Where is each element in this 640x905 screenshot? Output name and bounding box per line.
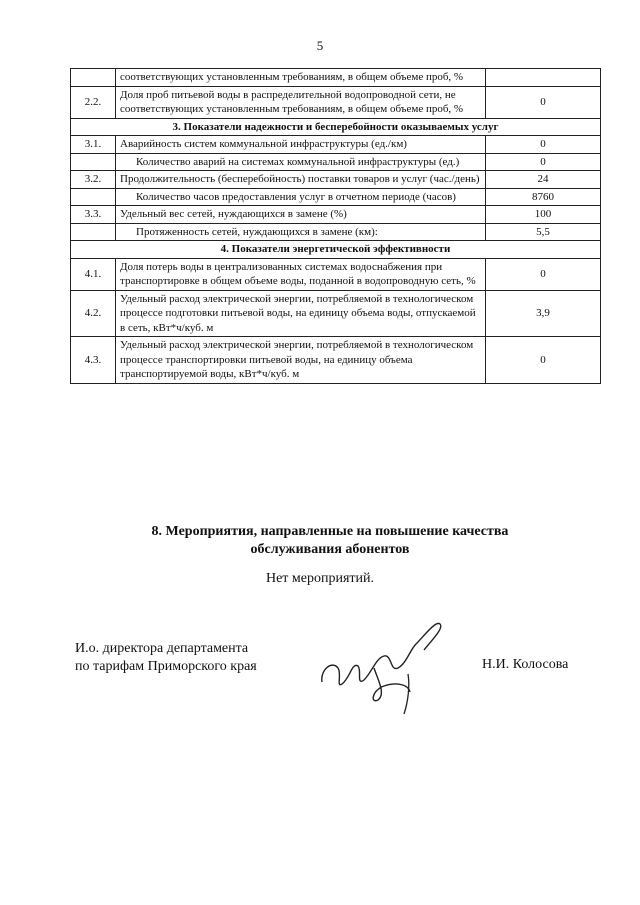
indicator-value: 0 [486,86,601,118]
indicator-name: Удельный вес сетей, нуждающихся в замене (%) [116,206,486,224]
indicator-name: Удельный расход электрической энергии, потребляемой в технологическом процессе транспортировки питьевой воды, на единицу объема транспортируемой воды, кВт*ч/куб. м [116,337,486,384]
signer-title-line-2: по тарифам Приморского края [75,659,257,675]
table-row [71,86,601,118]
page-number: 5 [316,38,324,53]
table-row [71,223,601,241]
section-8-heading [60,523,600,559]
indicator-value: 5,5 [486,223,601,241]
section-title: 4. Показатели энергетической эффективности [71,241,601,259]
indicator-value: 3,9 [486,290,601,337]
row-number [71,188,116,206]
indicator-value: 0 [486,136,601,154]
indicator-name: Удельный расход электрической энергии, потребляемой в технологическом процессе подготовки питьевой воды, на единицу объема воды, отпускаемой в сеть, кВт*ч/куб. м [116,290,486,337]
indicator-value: 0 [486,337,601,384]
row-number: 4.2. [71,290,116,337]
section-8-heading-line-1: 8. Мероприятия, направленные на повышение качества [151,524,509,539]
indicator-value [486,69,601,87]
indicator-name: Продолжительность (бесперебойность) поставки товаров и услуг (час./день) [116,171,486,189]
indicator-value: 0 [486,153,601,171]
indicator-name: Доля проб питьевой воды в распределительной водопроводной сети, не соответствующих установленным требованиям, в общем объеме проб, % [116,86,486,118]
section-row [71,241,601,259]
indicator-name: Количество аварий на системах коммунальной инфраструктуры (ед.) [116,153,486,171]
signer-title-line-1: И.о. директора департамента [75,641,249,656]
table-row [71,206,601,224]
indicator-name: соответствующих установленным требованиям, в общем объеме проб, % [116,69,486,87]
section-8-body: Нет мероприятий. [265,571,375,586]
indicator-value: 0 [486,258,601,290]
table-row [71,136,601,154]
row-number [71,153,116,171]
signer-title [75,640,257,676]
row-number: 3.2. [71,171,116,189]
section-8-heading-line-2: обслуживания абонентов [250,542,410,558]
table-row [71,258,601,290]
table-row [71,290,601,337]
table-row [71,188,601,206]
indicator-name: Количество часов предоставления услуг в отчетном периоде (часов) [116,188,486,206]
section-title: 3. Показатели надежности и бесперебойности оказываемых услуг [71,118,601,136]
indicators-table [70,68,601,384]
table-row [71,171,601,189]
row-number: 3.1. [71,136,116,154]
row-number [71,223,116,241]
row-number [71,69,116,87]
row-number: 2.2. [71,86,116,118]
indicators-table-body [71,69,601,384]
indicator-name: Протяженность сетей, нуждающихся в замене (км): [116,223,486,241]
indicator-value: 24 [486,171,601,189]
signer-name: Н.И. Колосова [482,657,569,672]
table-row [71,153,601,171]
row-number: 4.1. [71,258,116,290]
indicator-name: Доля потерь воды в централизованных системах водоснабжения при транспортировке в общем объеме воды, поданной в водопроводную сеть, % [116,258,486,290]
row-number: 3.3. [71,206,116,224]
table-row [71,337,601,384]
indicator-name: Аварийность систем коммунальной инфраструктуры (ед./км) [116,136,486,154]
section-row [71,118,601,136]
indicator-value: 100 [486,206,601,224]
table-row [71,69,601,87]
indicator-value: 8760 [486,188,601,206]
handwritten-signature [312,610,462,720]
row-number: 4.3. [71,337,116,384]
